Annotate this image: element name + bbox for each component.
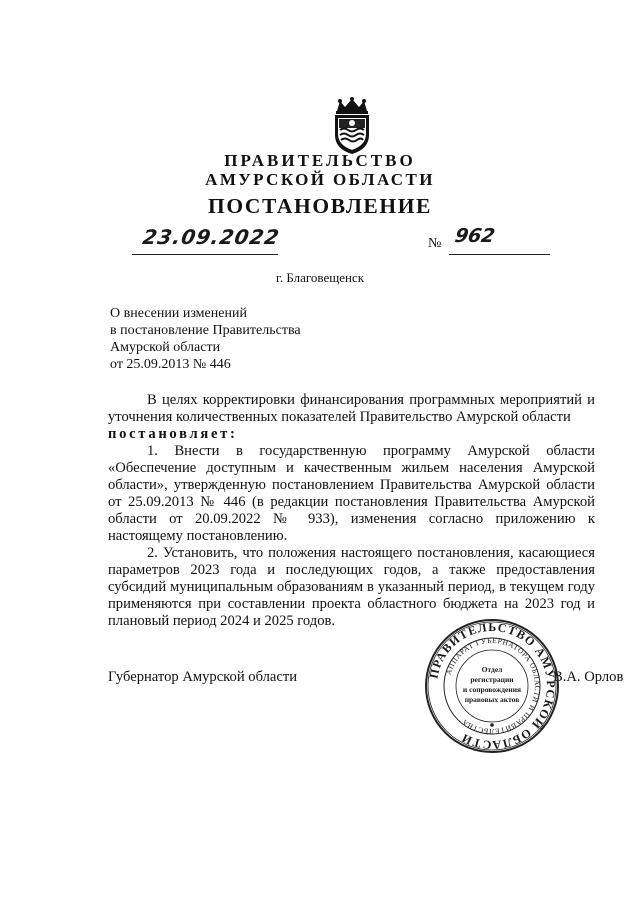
header-government: ПРАВИТЕЛЬСТВО (224, 151, 416, 170)
item-1-paragraph: 1. Внести в государственную программу Амурской области «Обеспечение доступным и качественным жильем населения Амурской области», утвержденную постановлением Правительства Амурской области от 25.09.2013 № 446 (в редакции постановления Правительства Амурской области от 20.09.2022 № 933), изменения согласно приложению к настоящему постановлению. (108, 443, 595, 544)
date-underline (132, 254, 278, 255)
document-body (108, 392, 595, 630)
stamp-outer-text: ПРАВИТЕЛЬСТВО АМУРСКОЙ ОБЛАСТИ (426, 619, 559, 753)
number-label: № (428, 236, 442, 251)
stamp-middle-text: АППАРАТ ГУБЕРНАТОРА ОБЛАСТИ И ПРАВИТЕЛЬСТВА (443, 635, 543, 737)
intro-paragraph: В целях корректировки финансирования программных мероприятий и уточнения количественных показателей Правительство Амурской области (108, 392, 595, 425)
stamp-center-line: и сопровождения (462, 685, 522, 694)
document-date: 23.09.2022 (140, 225, 282, 249)
signatory-name: В.А. Орлов (553, 669, 624, 685)
document-type-title: ПОСТАНОВЛЕНИЕ (208, 194, 432, 218)
stamp-center-line: Отдел (481, 665, 503, 674)
number-underline (449, 254, 550, 255)
subject-line: от 25.09.2013 № 446 (110, 357, 231, 372)
official-stamp (423, 617, 561, 755)
signatory-position: Губернатор Амурской области (108, 669, 298, 685)
stamp-center-line: правовых актов (464, 695, 520, 704)
document-subject (110, 305, 301, 373)
subject-line: О внесении изменений (110, 306, 247, 321)
item-2-paragraph: 2. Установить, что положения настоящего постановления, касающиеся параметров 2023 года и последующих годов, а также предоставления субсидий муниципальным образованиям в указанный период, в текущем году применяются при составлении проекта областного бюджета на 2023 год и плановый период 2024 и 2025 годов. (108, 545, 595, 629)
subject-line: в постановление Правительства (110, 323, 301, 338)
stamp-center-line: регистрации (470, 675, 514, 684)
subject-line: Амурской области (110, 340, 221, 355)
document-number: 962 (453, 225, 497, 247)
coat-of-arms-icon (329, 97, 375, 155)
decree-word: постановляет: (108, 426, 238, 442)
city: г. Благовещенск (275, 270, 365, 285)
header-region: АМУРСКОЙ ОБЛАСТИ (205, 170, 435, 189)
